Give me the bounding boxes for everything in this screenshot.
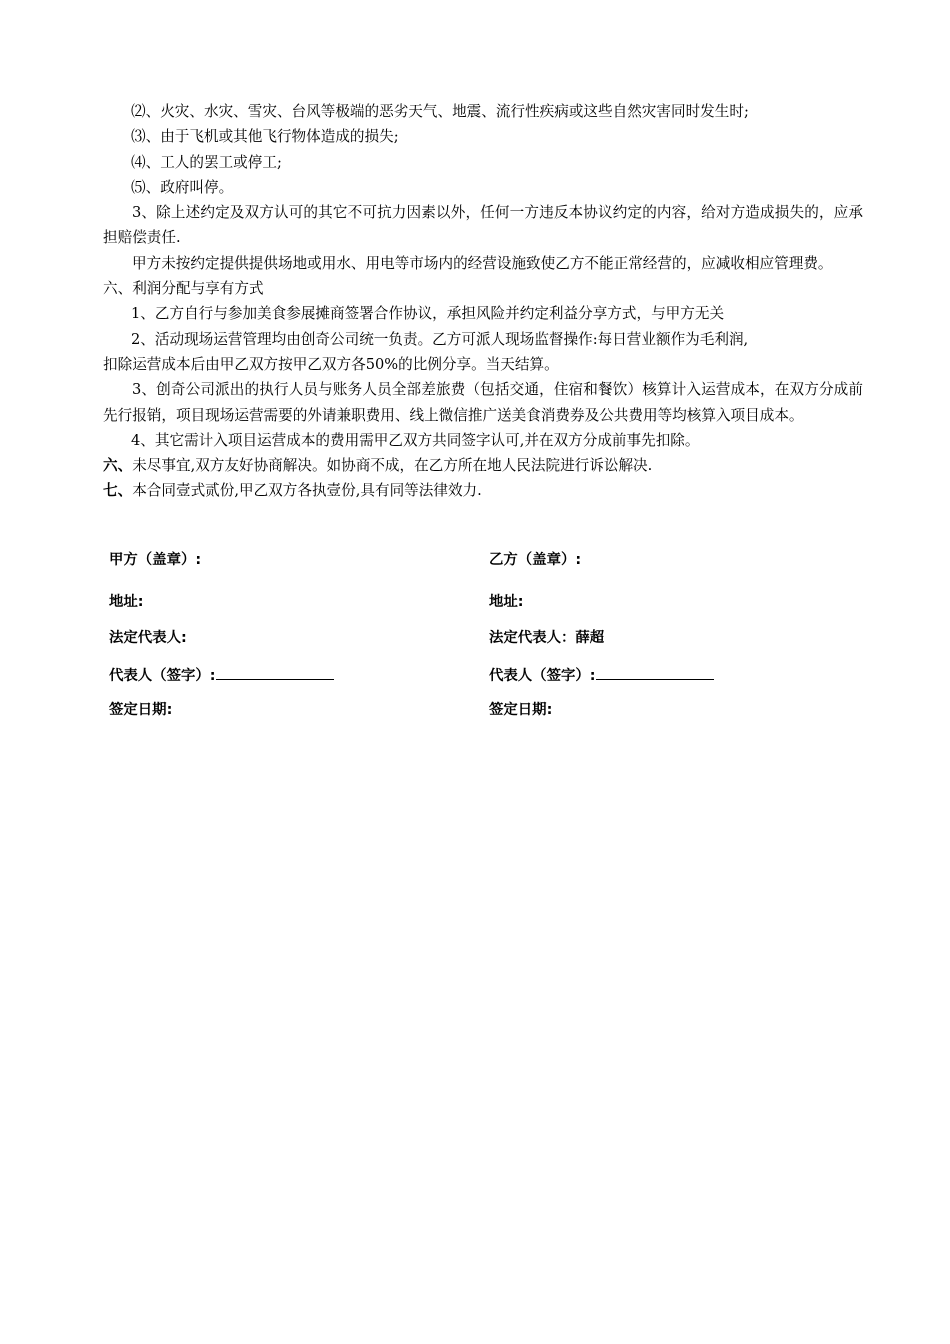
party-b-rep-sign-label: 代表人（签字）: xyxy=(489,668,596,684)
clause-six-number: 六、 xyxy=(103,457,133,475)
party-b-signature xyxy=(489,549,819,735)
party-b-signature-line xyxy=(596,663,714,680)
clause-six xyxy=(103,453,863,478)
party-a-legal-rep-label: 法定代表人: xyxy=(109,630,187,646)
clause-seven-number: 七、 xyxy=(103,482,133,500)
clause-item-2: ⑵、火灾、水灾、雪灾、台风等极端的恶劣天气、地震、流行性疾病或这些自然灾害同时发生时; xyxy=(131,103,749,120)
party-b-seal-label: 乙方（盖章）: xyxy=(489,552,582,568)
profit-paragraph-3: 3、创奇公司派出的执行人员与账务人员全部差旅费（包括交通，住宿和餐饮）核算计入运营成本，在双方分成前先行报销，项目现场运营需要的外请兼职费用、线上微信推广送美食消费券及公共费用等均核算入项目成本。 xyxy=(103,381,863,424)
profit-paragraph-1: 1、乙方自行与参加美食参展摊商签署合作协议，承担风险并约定利益分享方式，与甲方无关 xyxy=(131,305,725,323)
contract-body xyxy=(103,99,863,504)
section-heading-profit: 六、利润分配与享有方式 xyxy=(103,280,264,298)
clause-item-3: ⑶、由于飞机或其他飞行物体造成的损失; xyxy=(131,128,399,146)
clause-paragraph-3: 3、除上述约定及双方认可的其它不可抗力因素以外，任何一方违反本协议约定的内容，给对方造成损失的，应承担赔偿责任. xyxy=(103,204,863,247)
party-b-legal-rep-label: 法定代表人：薛超 xyxy=(489,630,605,646)
party-a-rep-sign-row xyxy=(109,663,439,699)
party-a-rep-sign-label: 代表人（签字）: xyxy=(109,668,216,684)
profit-paragraph-2-line-2: 扣除运营成本后由甲乙双方按甲乙双方各50%的比例分享。当天结算。 xyxy=(103,355,559,373)
clause-item-5: ⑸、政府叫停。 xyxy=(131,178,234,196)
party-a-signature-line xyxy=(216,663,334,680)
clause-seven-text: 本合同壹式贰份,甲乙双方各执壹份,具有同等法律效力. xyxy=(132,482,482,500)
party-b-rep-sign-row xyxy=(489,663,819,699)
party-b-date-label: 签定日期: xyxy=(489,702,553,718)
party-a-signature xyxy=(109,549,439,735)
clause-party-a-obligation: 甲方未按约定提供提供场地或用水、用电等市场内的经营设施致使乙方不能正常经营的，应减收相应管理费。 xyxy=(132,254,833,272)
party-a-date-label: 签定日期: xyxy=(109,702,173,718)
clause-item-4: ⑷、工人的罢工或停工; xyxy=(131,153,282,171)
party-b-address-label: 地址: xyxy=(489,594,524,610)
party-a-address-label: 地址: xyxy=(109,594,144,610)
profit-paragraph-4: 4、其它需计入项目运营成本的费用需甲乙双方共同签字认可,并在双方分成前事先扣除。 xyxy=(131,431,700,449)
profit-paragraph-2-line-1: 2、活动现场运营管理均由创奇公司统一负责。乙方可派人现场监督操作:每日营业额作为毛利润, xyxy=(131,330,749,348)
clause-six-text: 未尽事宜,双方友好协商解决。如协商不成，在乙方所在地人民法院进行诉讼解决. xyxy=(132,457,653,475)
party-a-seal-label: 甲方（盖章）: xyxy=(109,552,202,568)
clause-seven xyxy=(103,478,863,503)
